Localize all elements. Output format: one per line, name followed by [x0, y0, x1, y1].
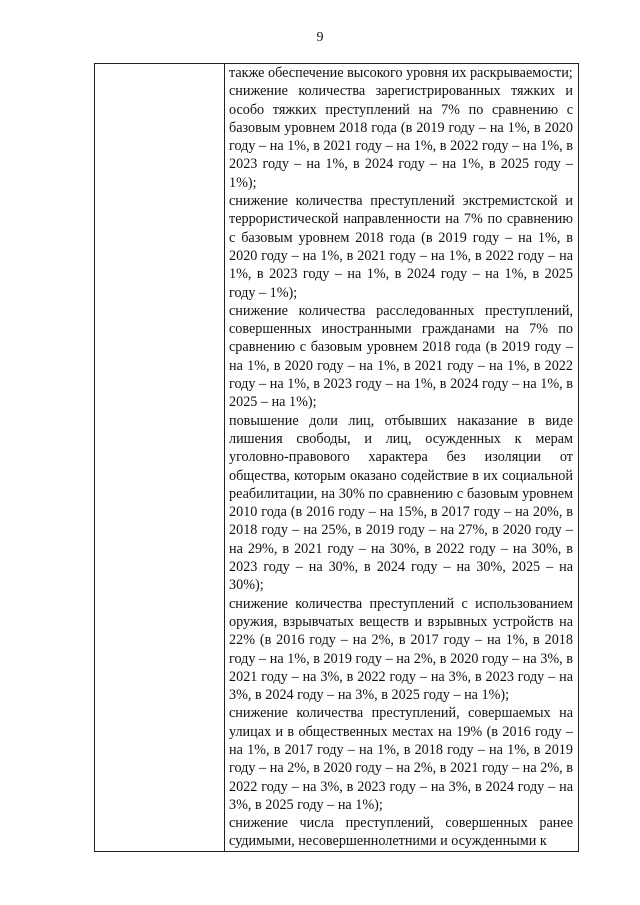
paragraph-foreign-citizens: снижение количества расследованных преступлений, совершенных иностранными гражданами на 7% по сравнению с базовым уровнем 2018 года (в 2019 году – на 1%, в 2020 году – на 1%, в 2021 году – на 1%, в 2022 году – на 1%, в 2023 году – на 1%, в 2024 году – на 1%, в 2025 – на 1%);: [229, 302, 573, 411]
paragraph-clearance-rate: также обеспечение высокого уровня их раскрываемости;: [229, 65, 573, 81]
table-row: [95, 64, 579, 852]
table-cell-right: [225, 64, 579, 852]
paragraph-repeat-offenders: снижение числа преступлений, совершенных ранее судимыми, несовершеннолетними и осужденными к: [229, 815, 573, 850]
table-cell-left: [95, 64, 225, 852]
page-number: 9: [316, 30, 324, 45]
paragraph-social-rehabilitation: повышение доли лиц, отбывших наказание в виде лишения свободы, и лиц, осужденных к мерам уголовно-правового характера без изоляции от общества, которым оказано содействие в их социальной реабилитации, на 30% по сравнению с базовым уровнем 2010 года (в 2016 году – на 15%, в 2017 году – на 20%, в 2018 году – на 25%, в 2019 году – на 27%, в 2020 году – на 29%, в 2021 году – на 30%, в 2022 году – на 30%, в 2023 году – на 30%, в 2024 году – на 30%, 2025 – на 30%);: [229, 412, 573, 594]
paragraph-weapons-crimes: снижение количества преступлений с использованием оружия, взрывчатых веществ и взрывных устройств на 22% (в 2016 году – на 2%, в 2017 году – на 1%, в 2018 году – на 1%, в 2019 году – на 2%, в 2020 году – на 3%, в 2021 году – на 3%, в 2022 году – на 3%, в 2023 году – на 3%, в 2024 году – на 3%, в 2025 году – на 1%);: [229, 595, 573, 704]
paragraph-grave-crimes: снижение количества зарегистрированных тяжких и особо тяжких преступлений на 7% по сравнению с базовым уровнем 2018 года (в 2019 году – на 1%, в 2020 году – на 1%, в 2021 году – на 1%, в 2022 году – на 1%, в 2023 году – на 1%, в 2024 году – на 1%, в 2025 году – 1%);: [229, 83, 573, 191]
paragraph-street-crimes: снижение количества преступлений, совершаемых на улицах и в общественных местах на 19% (в 2016 году – на 1%, в 2017 году – на 1%, в 2018 году – на 1%, в 2019 году – на 2%, в 2020 году – на 2%, в 2021 году – на 2%, в 2022 году – на 3%, в 2023 году – на 3%, в 2024 году – на 3%, в 2025 году – на 1%);: [229, 705, 573, 813]
paragraph-extremism: снижение количества преступлений экстремистской и террористической направленности на 7% по сравнению с базовым уровнем 2018 года (в 2019 году – на 1%, в 2020 году – на 1%, в 2021 году – на 1%, в 2022 году – на 1%, в 2023 году – на 1%, в 2024 году – на 1%, в 2025 году – 1%);: [229, 193, 573, 301]
document-table: [94, 63, 579, 852]
